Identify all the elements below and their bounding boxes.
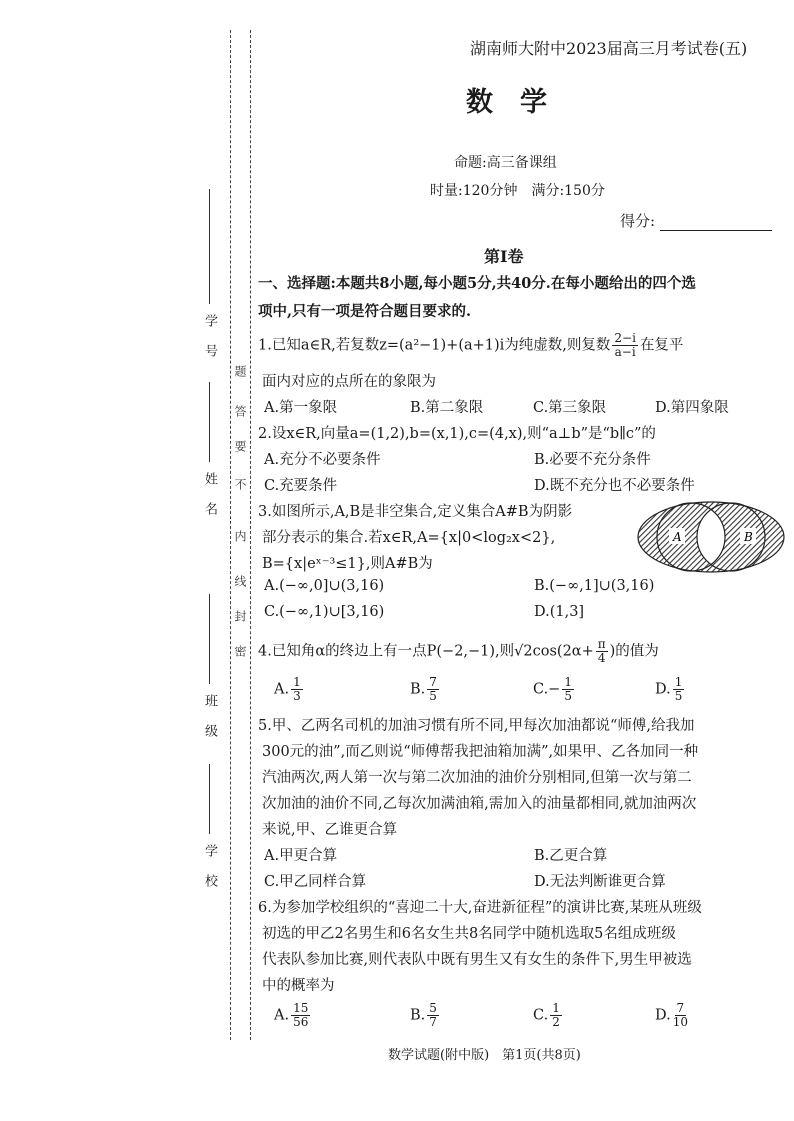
q3-option-b[interactable]: B.(−∞,1]∪(3,16) xyxy=(534,578,655,594)
q5-option-b[interactable]: B.乙更合算 xyxy=(534,848,608,864)
q3-option-c[interactable]: C.(−∞,1)∪[3,16) xyxy=(264,604,385,620)
q1-stem-line2: 面内对应的点所在的象限为 xyxy=(262,374,436,390)
q4-option-d[interactable]: D. $\frac{1}{5}$ xyxy=(655,675,683,703)
binding-dashed-line-outer xyxy=(230,30,231,1040)
seal-word: 题 xyxy=(233,365,247,377)
venn-label-a: A xyxy=(673,530,682,544)
seal-word: 答 xyxy=(233,405,247,417)
q3-stem-line2: 部分表示的集合.若x∈R,A={x|0<log₂x<2}, xyxy=(262,530,556,546)
school-blank[interactable] xyxy=(209,764,210,834)
q5-stem-line: 汽油两次,两人第一次与第二次加油的油价分别相同,但第一次与第二 xyxy=(262,770,692,786)
q1-stem-line1: 1.已知a∈R,若复数z=(a²−1)+(a+1)i为纯虚数,则复数 $\frac{2-i}{a-i}$ 在复平 xyxy=(258,331,684,359)
q3-venn-diagram xyxy=(636,500,786,574)
section-instructions-line2: 项中,只有一项是符合题目要求的. xyxy=(258,303,472,320)
q2-option-d[interactable]: D.既不充分也不必要条件 xyxy=(534,478,695,494)
section-instructions-line1: 一、选择题:本题共8小题,每小题5分,共40分.在每小题给出的四个选 xyxy=(258,275,696,292)
q5-stem-line: 5.甲、乙两名司机的加油习惯有所不同,甲每次加油都说“师傅,给我加 xyxy=(258,718,695,734)
q4-option-a[interactable]: A. $\frac{1}{3}$ xyxy=(274,675,301,703)
q2-option-c[interactable]: C.充要条件 xyxy=(264,478,338,494)
time-score-line: 时量:120分钟 满分:150分 xyxy=(430,183,605,199)
class-blank[interactable] xyxy=(209,594,210,684)
q6-option-b-fraction: $\frac{5}{7}$ xyxy=(429,1001,437,1029)
q5-option-d[interactable]: D.无法判断谁更合算 xyxy=(534,874,666,890)
q4-option-b-fraction: $\frac{7}{5}$ xyxy=(429,675,437,703)
q5-option-a[interactable]: A.甲更合算 xyxy=(264,848,338,864)
student-number-field: 学 号 xyxy=(200,185,219,359)
q4-option-c-fraction: $\frac{1}{5}$ xyxy=(564,675,572,703)
seal-word: 内 xyxy=(233,530,247,542)
q6-option-d[interactable]: D. $\frac{7}{10}$ xyxy=(655,1001,688,1029)
q1-option-d[interactable]: D.第四象限 xyxy=(655,400,729,416)
q1-fraction: $\frac{2-i}{a-i}$ xyxy=(614,331,636,359)
q6-stem-line: 代表队参加比赛,则代表队中既有男生又有女生的条件下,男生甲被选 xyxy=(262,952,692,968)
q4-option-a-fraction: $\frac{1}{3}$ xyxy=(293,675,301,703)
name-blank[interactable] xyxy=(209,382,210,462)
q5-option-c[interactable]: C.甲乙同样合算 xyxy=(264,874,367,890)
seal-word: 密 xyxy=(233,645,247,657)
author-line: 命题:高三备课组 xyxy=(454,155,557,171)
q6-option-b[interactable]: B. $\frac{5}{7}$ xyxy=(410,1001,437,1029)
q6-option-a-fraction: $\frac{15}{56}$ xyxy=(293,1001,309,1029)
score-field: 得分: xyxy=(620,210,772,231)
q4-option-b[interactable]: B. $\frac{7}{5}$ xyxy=(410,675,437,703)
school-field: 学 校 xyxy=(200,760,219,889)
q2-option-b[interactable]: B.必要不充分条件 xyxy=(534,452,651,468)
section-title: 第Ⅰ卷 xyxy=(484,247,524,266)
q6-stem-line: 6.为参加学校组织的“喜迎二十大,奋进新征程”的演讲比赛,某班从班级 xyxy=(258,900,702,916)
q3-stem-line1: 3.如图所示,A,B是非空集合,定义集合A#B为阴影 xyxy=(258,504,573,520)
q2-stem: 2.设x∈R,向量a=(1,2),b=(x,1),c=(4,x),则“a⊥b”是“b∥c”的 xyxy=(258,426,656,442)
seal-word: 不 xyxy=(233,478,247,490)
class-field: 班 级 xyxy=(200,590,219,739)
q1-option-a[interactable]: A.第一象限 xyxy=(264,400,338,416)
q4-stem: 4.已知角α的终边上有一点P(−2,−1),则√2cos(2α+ $\frac{\pi}{4}$ )的值为 xyxy=(258,637,659,665)
q6-option-a[interactable]: A. $\frac{15}{56}$ xyxy=(274,1001,309,1029)
q5-stem-line: 300元的油”,而乙则说“师傅帮我把油箱加满”,如果甲、乙各加同一种 xyxy=(262,744,699,760)
q6-stem-line: 初选的甲乙2名男生和6名女生共8名同学中随机选取5名组成班级 xyxy=(262,926,676,942)
page-footer: 数学试题(附中版) 第1页(共8页) xyxy=(388,1048,581,1063)
student-number-blank[interactable] xyxy=(209,189,210,304)
q3-option-d[interactable]: D.(1,3] xyxy=(534,604,585,620)
name-field: 姓 名 xyxy=(200,378,219,517)
q3-stem-line3: B={x|eˣ⁻³≤1},则A#B为 xyxy=(262,556,433,572)
binding-dashed-line-inner xyxy=(250,30,251,1040)
q6-option-d-fraction: $\frac{7}{10}$ xyxy=(672,1001,688,1029)
q5-stem-line: 次加油的油价不同,乙每次加满油箱,需加入的油量都相同,就加油两次 xyxy=(262,796,697,812)
seal-word: 封 xyxy=(233,610,247,622)
venn-label-b: B xyxy=(744,530,753,544)
q1-option-b[interactable]: B.第二象限 xyxy=(410,400,484,416)
seal-word: 要 xyxy=(233,440,247,452)
q4-option-d-fraction: $\frac{1}{5}$ xyxy=(674,675,683,703)
q6-stem-line: 中的概率为 xyxy=(262,978,335,994)
seal-word: 线 xyxy=(233,575,247,587)
q4-option-c[interactable]: C.− $\frac{1}{5}$ xyxy=(533,675,572,703)
q6-option-c-fraction: $\frac{1}{2}$ xyxy=(552,1001,560,1029)
q5-stem-line: 来说,甲、乙谁更合算 xyxy=(262,822,398,838)
q2-option-a[interactable]: A.充分不必要条件 xyxy=(264,452,381,468)
q4-pi-fraction: $\frac{\pi}{4}$ xyxy=(597,637,606,665)
exam-title: 湖南师大附中2023届高三月考试卷(五) xyxy=(470,39,748,58)
q1-option-c[interactable]: C.第三象限 xyxy=(533,400,607,416)
q6-option-c[interactable]: C. $\frac{1}{2}$ xyxy=(533,1001,560,1029)
q3-option-a[interactable]: A.(−∞,0]∪(3,16) xyxy=(264,578,385,594)
subject-title: 数 学 xyxy=(466,87,547,118)
score-blank[interactable] xyxy=(660,215,772,231)
